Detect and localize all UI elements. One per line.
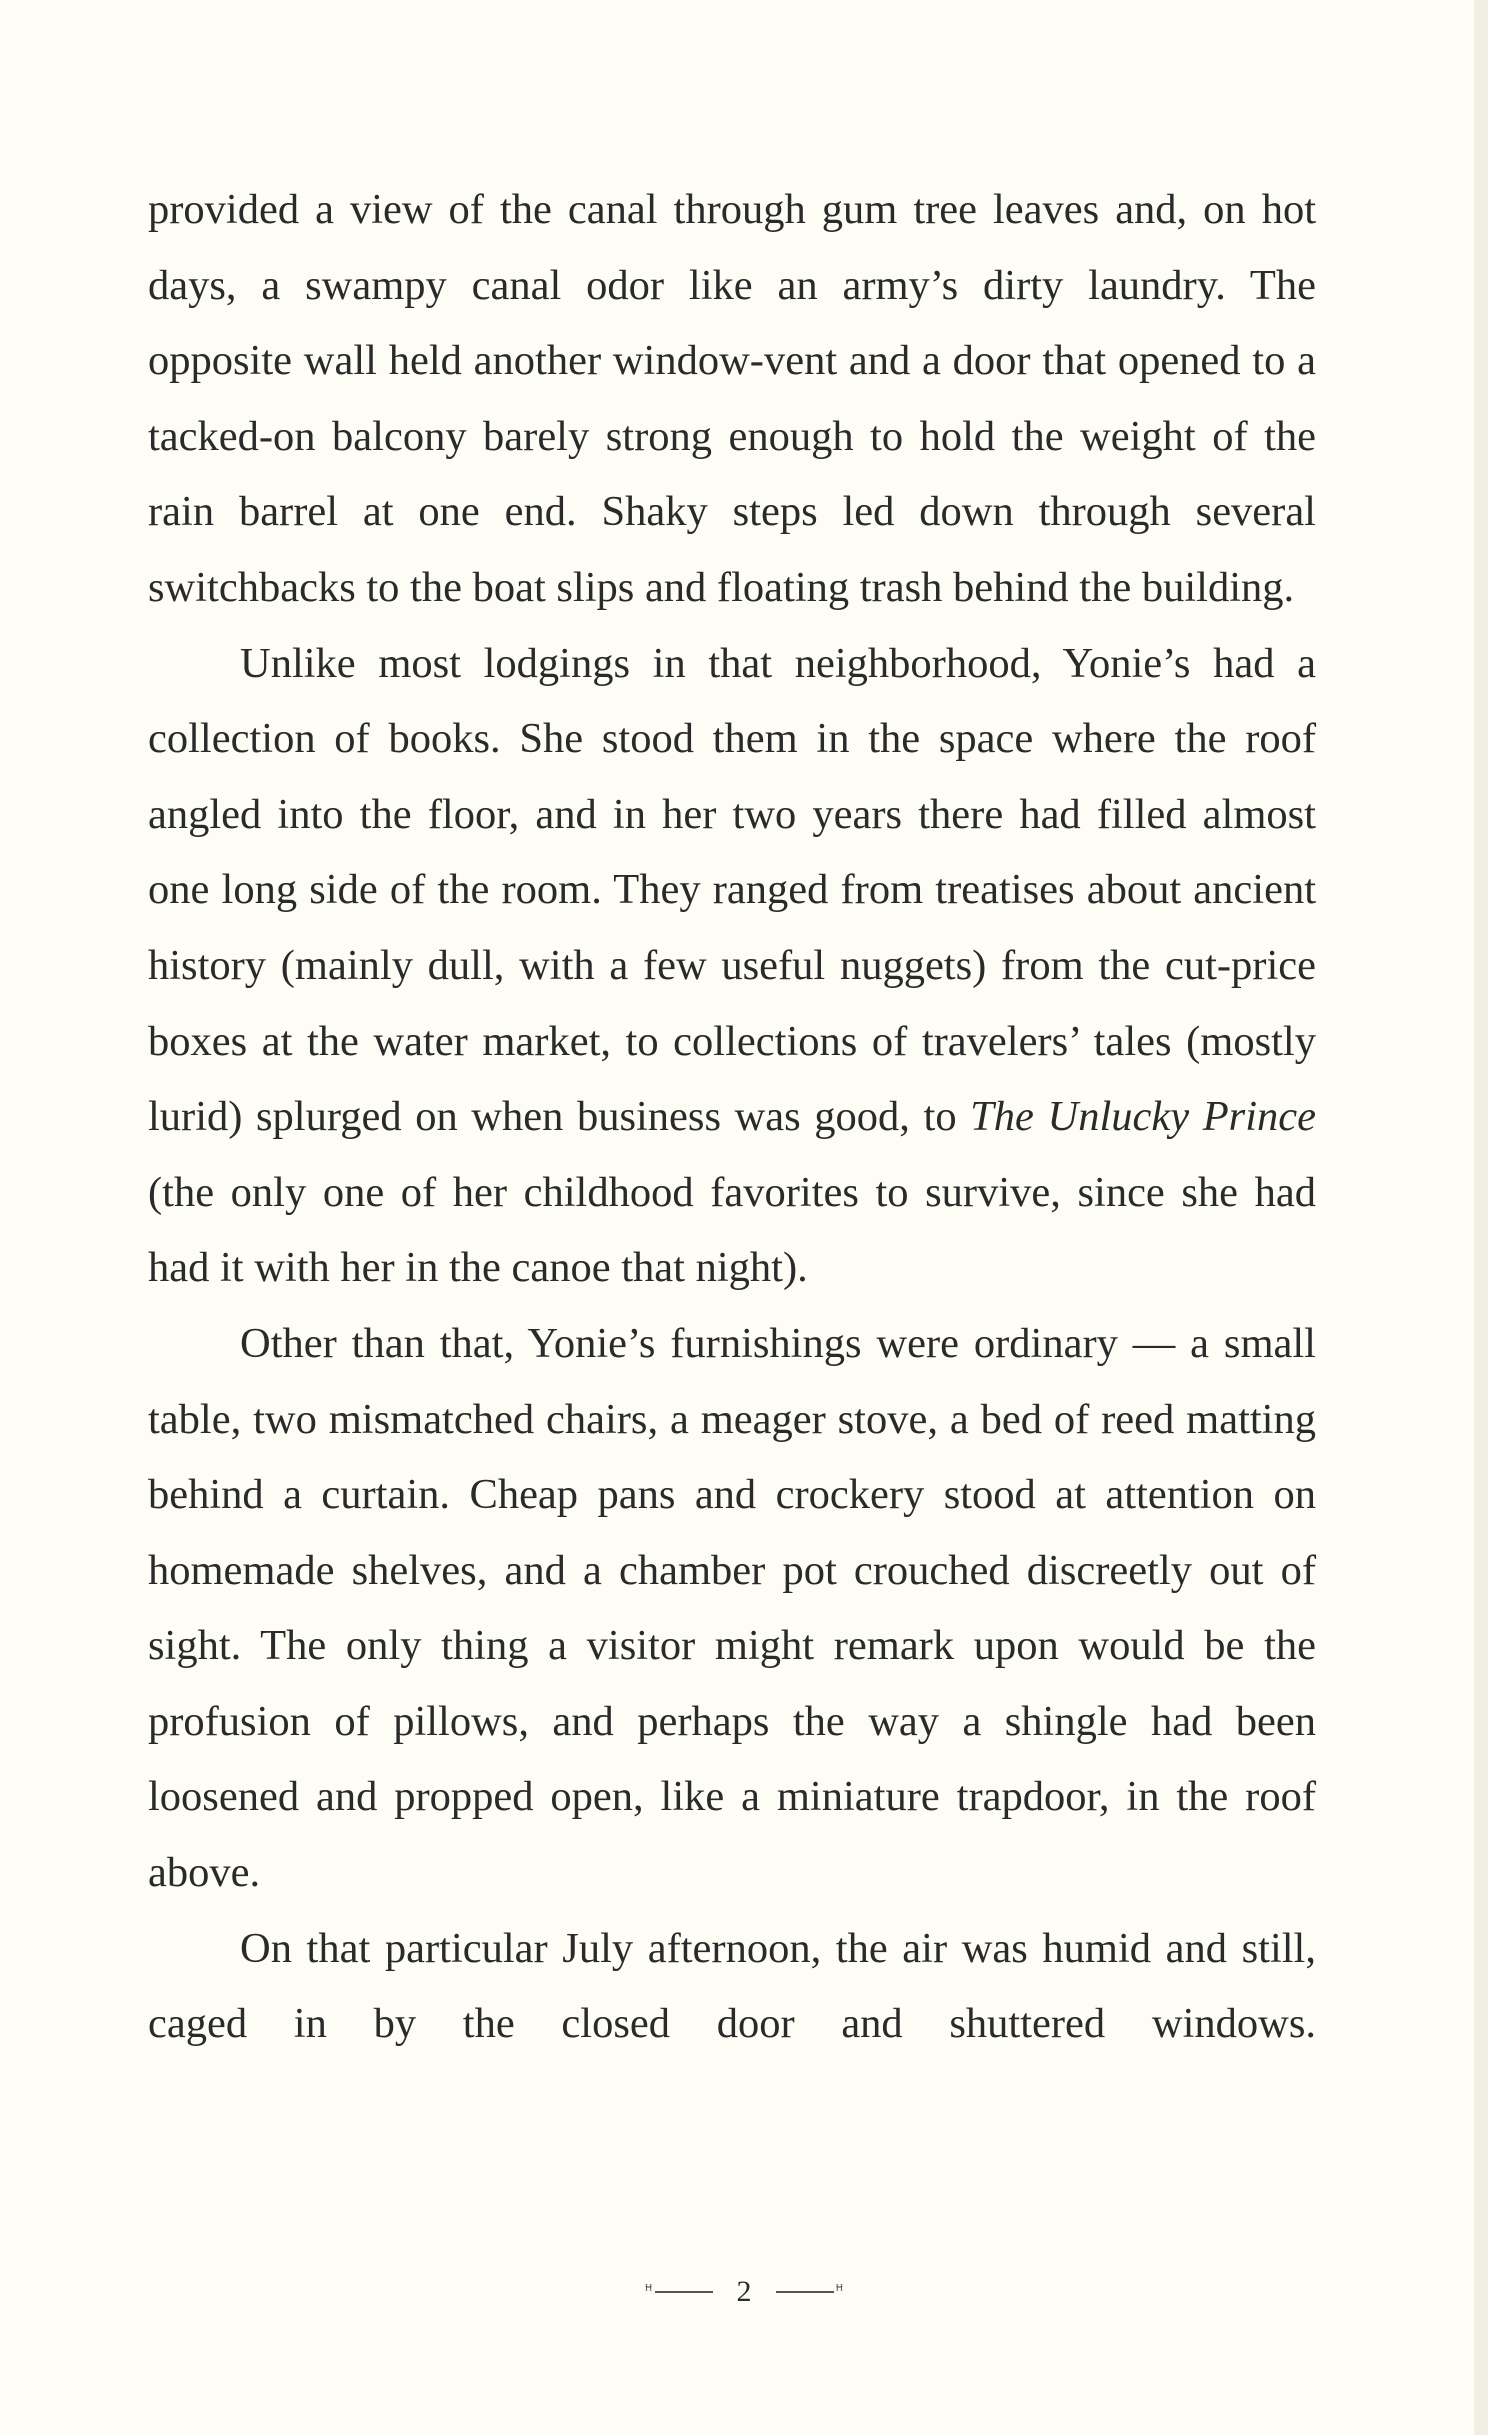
paragraph-1-text: provided a view of the canal through gum tree leaves and, on hot days, a swampy canal odor like an army’s dirty laundry. The opposite wall held another window-vent and a door that opened to a tacked-on balcony barely strong enough to hold the weight of the rain barrel at one end. Shaky steps led down through several switchbacks to the boat slips and floating trash behind the building. — [148, 186, 1316, 611]
paragraph-2 — [148, 626, 1316, 1306]
page-edge-shadow — [1474, 0, 1488, 2435]
ornament-right-icon: ꟸ — [776, 2285, 844, 2299]
book-title: The Unlucky Prince — [970, 1093, 1316, 1141]
ornament-left-icon: ꟸ — [645, 2285, 713, 2299]
paragraph-3 — [148, 1306, 1316, 1911]
body-text — [148, 172, 1316, 2062]
paragraph-4-text: On that particular July afternoon, the air was humid and still, caged in by the closed door and shuttered windows. — [148, 1924, 1316, 2048]
paragraph-4 — [148, 1911, 1316, 2062]
paragraph-2-text-b: (the only one of her childhood favorites to survive, since she had had it with her in the canoe that night). — [148, 1168, 1316, 1292]
paragraph-1 — [148, 172, 1316, 626]
page-footer — [0, 2267, 1488, 2317]
paragraph-2-text-a: Unlike most lodgings in that neighborhood, Yonie’s had a collection of books. She stood them in the space where the roof angled into the floor, and in her two years there had filled almost one long side of the room. They ranged from treatises about ancient history (mainly dull, with a few useful nuggets) from the cut-price boxes at the water market, to collections of travelers’ tales (mostly lurid) splurged on when business was good, to — [148, 639, 1316, 1141]
page-number: 2 — [736, 2275, 752, 2308]
paragraph-3-text: Other than that, Yonie’s furnishings were ordinary — a small table, two mismatched chairs, a meager stove, a bed of reed matting behind a curtain. Cheap pans and crockery stood at attention on homemade shelves, and a chamber pot crouched discreetly out of sight. The only thing a visitor might remark upon would be the profusion of pillows, and perhaps the way a shingle had been loosened and propped open, like a miniature trapdoor, in the roof above. — [148, 1319, 1316, 1897]
